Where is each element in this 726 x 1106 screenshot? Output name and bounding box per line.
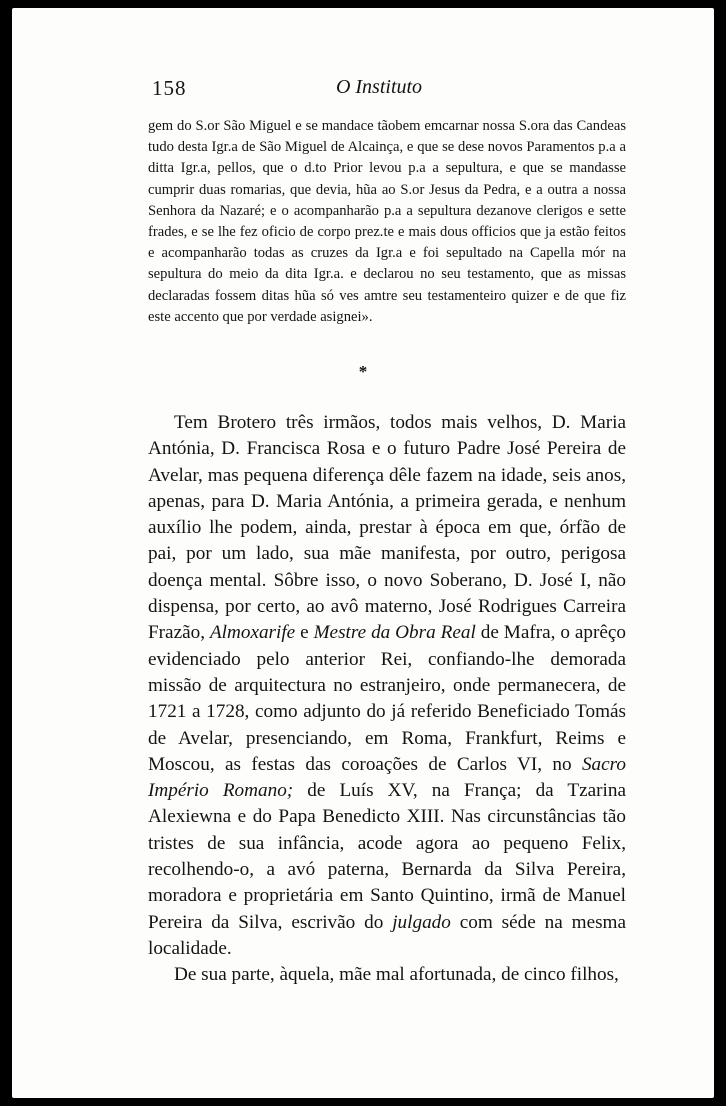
text-run: com séde na mesma localidade. [148,911,626,959]
text-run: de Luís XV, na França; da Tzarina Alexiewna e do Papa Benedicto XIII. Nas circunstâncias tão tristes de sua infância, acode agora ao pequeno Felix, recolhendo-o, a avó paterna, Bernarda da Silva Pereira, moradora e proprietária em Santo Quintino, irmã de Manuel Pereira da Silva, escrivão do [148,780,626,933]
book-page [12,8,714,1098]
page-number: 158 [152,76,187,100]
quoted-document: gem do S.or São Miguel e se mandace tãobem emcarnar nossa S.ora das Candeas tudo desta Igr.a de São Miguel de Alcainça, e que se dese novos Paramentos p.a a ditta Igr.a, pellos, que o d.to Prior levou p.a a sepultura, e que se mandasse cumprir duas romarias, que devia, hũa ao S.or Jesus da Pedra, e a outra a nossa Senhora da Nazaré; e o acompanharão p.a a sepultura dezanove clerigos e sette frades, e se lhe fez oficio de corpo prez.te e mais dous officios que ja estão feitos e acompanharão todas as cruzes da Igr.a e foi sepultado na Capella mór na sepultura do meio da dita Igr.a. e declarou no seu testamento, que as missas declaradas fossem ditas hũa só ves amtre seu testamenteiro quizer e de que fiz este accento que por verdade asignei». [148,118,626,325]
italic-term: Sacro Império Romano; [148,753,626,802]
text-run: e [295,622,314,644]
text-run: Tem Brotero três irmãos, todos mais velhos, D. Maria Antónia, D. Francisca Rosa e o futuro Padre José Pereira de Avelar, mas pequena diferença dêle fazem na idade, seis anos, apenas, para D. Maria Antónia, a primeira gerada, e nenhum auxílio lhe podem, ainda, prestar à época em que, órfão de pai, por um lado, sua mãe manifesta, por outro, perigosa doença mental. Sôbre isso, o novo Soberano, D. José I, não dispensa, por certo, ao avô materno, José Rodrigues Carreira Frazão, [148,412,626,644]
text-run: de Mafra, o aprêço evidenciado pelo anterior Rei, confiando-lhe demorada missão de arquitectura no estranjeiro, onde permanecera, de 1721 a 1728, como adjunto do já referido Beneficiado Tomás de Avelar, presenciando, em Roma, Frankfurt, Reims e Moscou, as festas das coroações de Carlos VI, no [148,622,626,775]
italic-term: Almoxarife [209,622,296,644]
section-ornament: * [358,362,368,381]
italic-term: julgado [392,911,451,933]
main-text [148,410,626,989]
paragraph-2: De sua parte, àquela, mãe mal afortunada, de cinco filhos, [174,964,619,986]
italic-term: Mestre da Obra Real [313,622,476,644]
running-head [140,74,618,102]
paragraph-1 [148,410,626,962]
journal-title: O Instituto [335,76,423,98]
